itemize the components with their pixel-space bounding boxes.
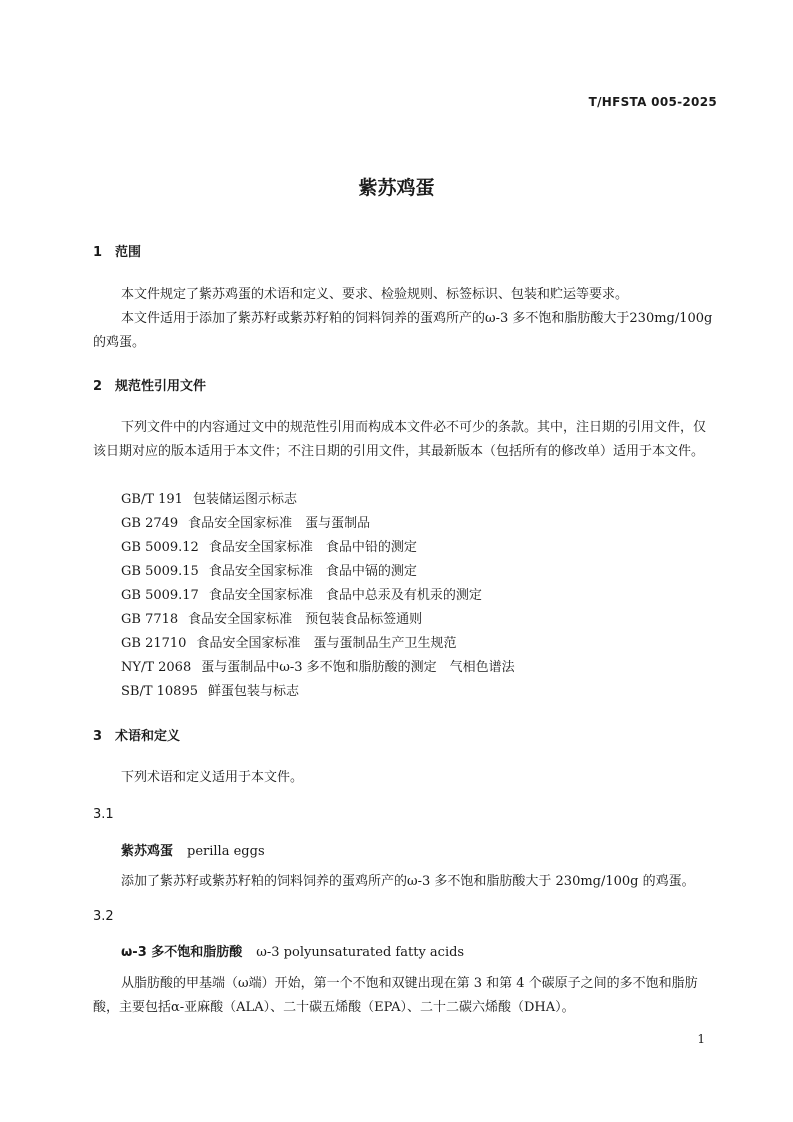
term-chinese: 紫苏鸡蛋 <box>121 844 174 859</box>
reference-code: GB 2749 <box>121 516 179 531</box>
clause-number: 3.1 <box>93 807 114 822</box>
reference-title: 食品安全国家标准 食品中镉的测定 <box>208 564 417 579</box>
reference-code: GB 5009.17 <box>121 588 199 603</box>
reference-list <box>121 488 515 704</box>
reference-item <box>121 536 515 560</box>
term-english: ω-3 polyunsaturated fatty acids <box>256 945 465 960</box>
reference-item <box>121 680 515 704</box>
paragraph: 下列文件中的内容通过文中的规范性引用而构成本文件必不可少的条款。其中，注日期的引用文件，仅该日期对应的版本适用于本文件；不注日期的引用文件，其最新版本（包括所有的修改单）适用于本文件。 <box>93 420 707 459</box>
reference-code: GB 5009.15 <box>121 564 199 579</box>
reference-item <box>121 560 515 584</box>
term-entry <box>121 941 464 960</box>
reference-title: 鲜蛋包装与标志 <box>208 684 300 699</box>
clause-number: 3.2 <box>93 909 114 924</box>
paragraph: 下列术语和定义适用于本文件。 <box>121 770 304 785</box>
standard-number: T/HFSTA 005-2025 <box>588 95 717 109</box>
reference-item <box>121 608 515 632</box>
paragraph: 本文件适用于添加了紫苏籽或紫苏籽粕的饲料饲养的蛋鸡所产的ω-3 多不饱和脂肪酸大于230mg/100g 的鸡蛋。 <box>93 311 713 350</box>
reference-title: 食品安全国家标准 食品中总汞及有机汞的测定 <box>208 588 482 603</box>
page-number: 1 <box>697 1032 705 1046</box>
reference-code: SB/T 10895 <box>121 684 198 699</box>
reference-title: 食品安全国家标准 蛋与蛋制品生产卫生规范 <box>196 636 457 651</box>
reference-code: NY/T 2068 <box>121 660 192 675</box>
reference-code: GB 21710 <box>121 636 187 651</box>
document-title: 紫苏鸡蛋 <box>358 177 435 199</box>
term-definition: 从脂肪酸的甲基端（ω端）开始，第一个不饱和双键出现在第 3 和第 4 个碳原子之间的多不饱和脂肪酸，主要包括α-亚麻酸（ALA）、二十碳五烯酸（EPA）、二十二碳六烯酸（DHA）。 <box>93 976 698 1015</box>
section-heading-terms-definitions <box>93 725 180 744</box>
paragraph: 本文件规定了紫苏鸡蛋的术语和定义、要求、检验规则、标签标识、包装和贮运等要求。 <box>121 287 629 302</box>
reference-code: GB 5009.12 <box>121 540 199 555</box>
section-title: 术语和定义 <box>115 729 181 744</box>
reference-title: 食品安全国家标准 预包装食品标签通则 <box>188 612 423 627</box>
section-title: 范围 <box>115 245 142 260</box>
reference-item <box>121 488 515 512</box>
term-entry <box>121 840 265 859</box>
reference-item <box>121 512 515 536</box>
term-chinese: ω-3 多不饱和脂肪酸 <box>121 945 243 960</box>
section-number: 1 <box>93 245 103 260</box>
reference-title: 食品安全国家标准 食品中铅的测定 <box>208 540 417 555</box>
reference-item <box>121 656 515 680</box>
reference-code: GB/T 191 <box>121 492 183 507</box>
reference-title: 食品安全国家标准 蛋与蛋制品 <box>188 516 371 531</box>
section-number: 2 <box>93 379 103 394</box>
term-english: perilla eggs <box>187 844 265 859</box>
reference-item <box>121 584 515 608</box>
section-title: 规范性引用文件 <box>115 379 207 394</box>
reference-title: 蛋与蛋制品中ω-3 多不饱和脂肪酸的测定 气相色谱法 <box>201 660 515 675</box>
reference-item <box>121 632 515 656</box>
reference-title: 包装储运图示标志 <box>192 492 297 507</box>
reference-code: GB 7718 <box>121 612 179 627</box>
term-definition: 添加了紫苏籽或紫苏籽粕的饲料饲养的蛋鸡所产的ω-3 多不饱和脂肪酸大于 230mg/100g 的鸡蛋。 <box>121 874 695 889</box>
section-heading-scope <box>93 241 141 260</box>
section-number: 3 <box>93 729 103 744</box>
section-heading-normative-references <box>93 375 206 394</box>
